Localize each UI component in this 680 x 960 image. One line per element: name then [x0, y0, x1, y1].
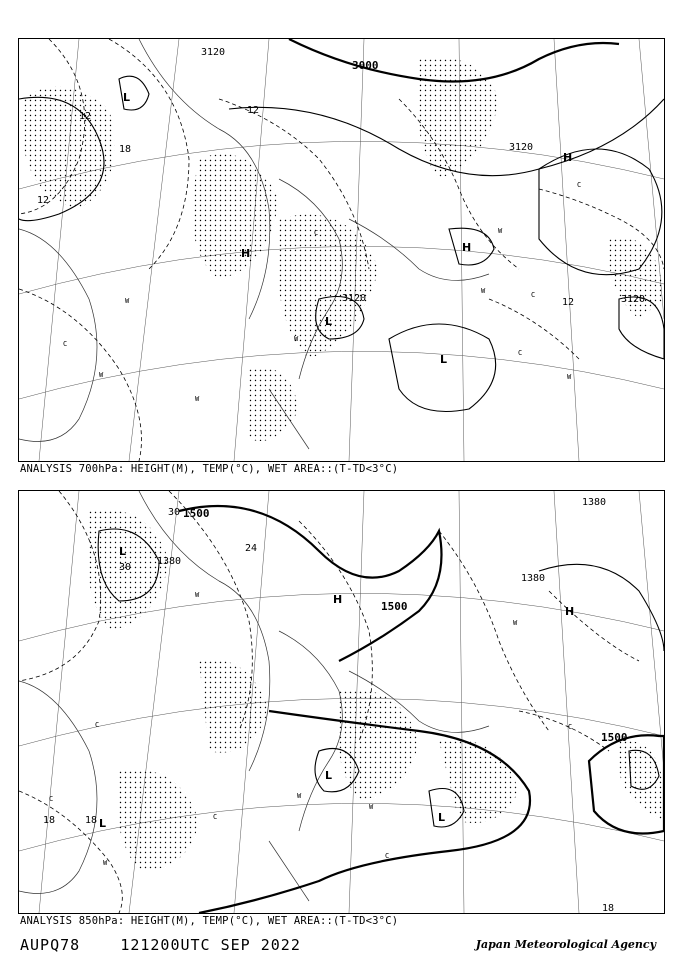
height-label: 3120 [621, 294, 646, 305]
height-label: 3120 [201, 47, 226, 58]
product-id: AUPQ78 [20, 936, 81, 954]
temp-label: 18 [119, 144, 132, 155]
height-label: 3120 [342, 293, 367, 304]
temp-label: 12 [562, 297, 575, 308]
agency-name: Japan Meteorological Agency [475, 938, 656, 951]
caption-850hpa: ANALYSIS 850hPa: HEIGHT(M), TEMP(°C), WET AREA::(T-TD<3°C) [20, 915, 399, 927]
height-label: 1500 [183, 507, 210, 520]
temp-label: 30 [168, 507, 181, 518]
wet-areas [24, 57, 664, 441]
high-center-symbol: H [462, 241, 472, 254]
cold-center-symbol: C [63, 340, 68, 348]
low-center-symbol: L [119, 545, 127, 558]
low-center-symbol: L [325, 315, 333, 328]
height-label: 1500 [381, 600, 408, 613]
low-center-symbol: L [440, 353, 448, 366]
temp-label: 30 [119, 562, 132, 573]
warm-center-symbol: W [195, 591, 200, 599]
warm-center-symbol: W [567, 373, 572, 381]
chart-700hpa [18, 38, 665, 462]
height-label: 1380 [157, 556, 182, 567]
height-label: 3000 [352, 59, 379, 72]
high-center-symbol: H [333, 593, 343, 606]
low-center-symbol: L [325, 769, 333, 782]
cold-center-symbol: C [213, 813, 218, 821]
high-center-symbol: H [565, 605, 575, 618]
warm-center-symbol: W [297, 792, 302, 800]
low-center-symbol: L [99, 817, 107, 830]
temp-label: 18 [602, 903, 615, 913]
temp-label: 24 [245, 543, 258, 554]
cold-center-symbol: C [95, 721, 100, 729]
valid-time: 121200UTC SEP 2022 [120, 936, 301, 954]
warm-center-symbol: W [103, 859, 108, 867]
chart-850hpa [18, 490, 665, 914]
height-label: 1380 [582, 497, 607, 508]
caption-700hpa: ANALYSIS 700hPa: HEIGHT(M), TEMP(°C), WET AREA::(T-TD<3°C) [20, 463, 399, 475]
low-center-symbol: L [438, 811, 446, 824]
cold-center-symbol: C [577, 181, 582, 189]
warm-center-symbol: W [369, 803, 374, 811]
product-header [20, 936, 301, 954]
height-label: 1380 [521, 573, 546, 584]
height-label: 1500 [601, 731, 628, 744]
map-850hpa [19, 491, 664, 913]
map-700hpa [19, 39, 664, 461]
temp-label: 18 [43, 815, 56, 826]
warm-center-symbol: W [498, 227, 503, 235]
high-center-symbol: H [563, 151, 573, 164]
cold-center-symbol: C [314, 229, 319, 237]
warm-center-symbol: W [195, 395, 200, 403]
cold-center-symbol: C [568, 723, 573, 731]
temp-label: 12 [247, 105, 260, 116]
warm-center-symbol: W [125, 297, 130, 305]
high-center-symbol: H [241, 247, 251, 260]
height-label: 3120 [509, 142, 534, 153]
temp-label: 12 [37, 195, 50, 206]
cold-center-symbol: C [531, 291, 536, 299]
warm-center-symbol: W [481, 287, 486, 295]
low-center-symbol: L [123, 91, 131, 104]
warm-center-symbol: W [294, 335, 299, 343]
temp-label: 18 [85, 815, 98, 826]
cold-center-symbol: C [49, 795, 54, 803]
cold-center-symbol: C [385, 852, 390, 860]
cold-center-symbol: C [518, 349, 523, 357]
warm-center-symbol: W [99, 371, 104, 379]
temp-label: 12 [79, 111, 92, 122]
warm-center-symbol: W [513, 619, 518, 627]
